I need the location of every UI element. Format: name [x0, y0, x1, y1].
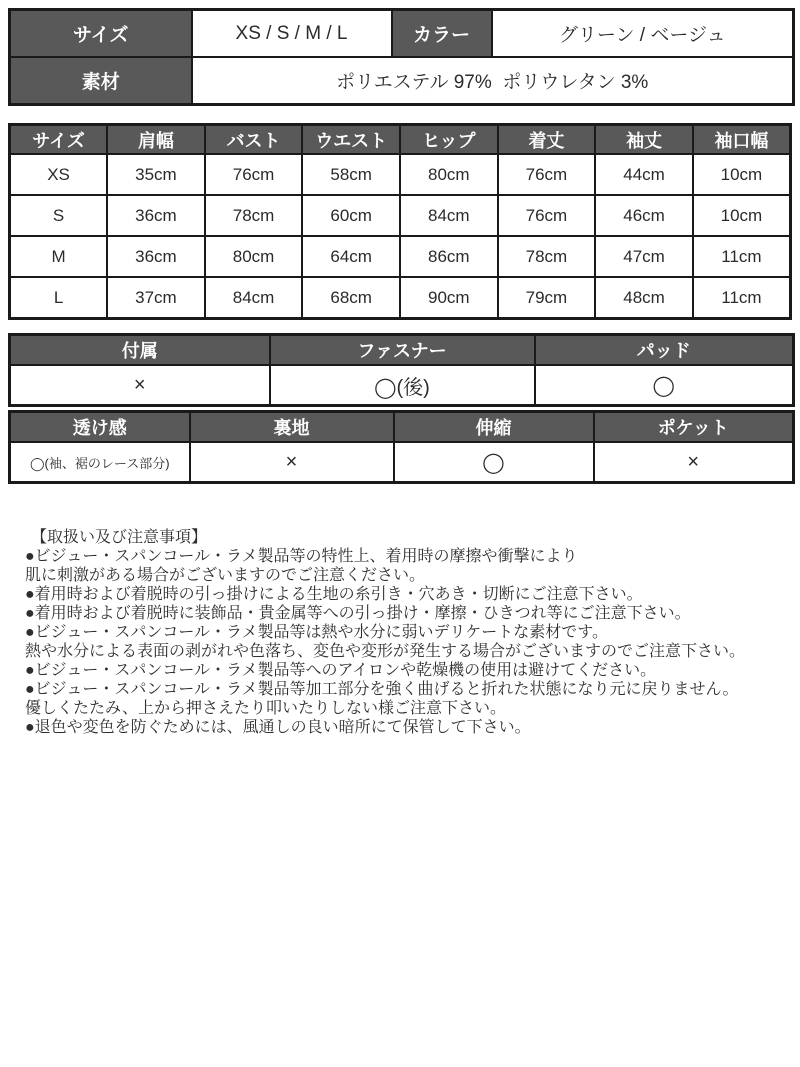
color-label: カラー	[392, 10, 492, 58]
accessories-header: 付属	[10, 335, 270, 366]
measurements-table	[8, 123, 792, 320]
fastener-value: ◯(後)	[270, 365, 535, 406]
measurement-cell: 80cm	[400, 154, 498, 195]
measurement-cell: 60cm	[302, 195, 400, 236]
measurement-cell: 84cm	[400, 195, 498, 236]
care-note-line: 熱や水分による表面の剥がれや色落ち、変色や変形が発生する場合がございますのでご注意下さい。	[25, 643, 746, 660]
care-note-line: 肌に刺激がある場合がございますのでご注意ください。	[25, 567, 426, 584]
measurement-cell: S	[10, 195, 108, 236]
size-label: サイズ	[10, 10, 192, 58]
measurement-cell: 47cm	[595, 236, 693, 277]
sheerness-value: ◯(袖、裾のレース部分)	[10, 442, 190, 483]
care-note-line: ●着用時および着脱時の引っ掛けによる生地の糸引き・穴あき・切断にご注意下さい。	[25, 586, 643, 603]
measurement-cell: 86cm	[400, 236, 498, 277]
care-note-line: ●退色や変色を防ぐためには、風通しの良い暗所にて保管して下さい。	[25, 719, 531, 736]
fastener-header: ファスナー	[270, 335, 535, 366]
features-b-value-row	[10, 442, 794, 483]
features-a-header-row	[10, 335, 794, 366]
measurement-cell: XS	[10, 154, 108, 195]
care-note-line: ●ビジュー・スパンコール・ラメ製品等は熱や水分に弱いデリケートな素材です。	[25, 624, 608, 641]
stretch-value: ◯	[394, 442, 594, 483]
measurement-cell: 68cm	[302, 277, 400, 319]
measurement-cell: 76cm	[205, 154, 303, 195]
measurement-cell: 37cm	[107, 277, 205, 319]
measurement-cell: 76cm	[498, 154, 596, 195]
col-header-hip: ヒップ	[400, 125, 498, 155]
pad-header: パッド	[535, 335, 794, 366]
measurement-cell: 11cm	[693, 277, 791, 319]
care-notes-title: 【取扱い及び注意事項】	[31, 529, 208, 546]
measurement-cell: 90cm	[400, 277, 498, 319]
measurement-cell: 10cm	[693, 195, 791, 236]
lining-value: ×	[190, 442, 394, 483]
measurement-cell: 35cm	[107, 154, 205, 195]
col-header-size: サイズ	[10, 125, 108, 155]
sheerness-header: 透け感	[10, 412, 190, 443]
measurement-cell: 48cm	[595, 277, 693, 319]
col-header-waist: ウエスト	[302, 125, 400, 155]
info-row-material	[10, 57, 794, 105]
care-note-line: 優しくたたみ、上から押さえたり叩いたりしない様ご注意下さい。	[25, 700, 506, 717]
measurement-cell: 78cm	[498, 236, 596, 277]
material-value: ポリエステル 97% ポリウレタン 3%	[192, 57, 794, 105]
features-b-header-row	[10, 412, 794, 443]
lining-header: 裏地	[190, 412, 394, 443]
measurements-header-row	[10, 125, 791, 155]
accessories-value: ×	[10, 365, 270, 406]
product-info-table	[8, 8, 795, 106]
features-table-b	[8, 410, 795, 484]
care-note-line: ●ビジュー・スパンコール・ラメ製品等へのアイロンや乾燥機の使用は避けてください。	[25, 662, 657, 679]
measurements-row-s	[10, 195, 791, 236]
measurement-cell: L	[10, 277, 108, 319]
measurement-cell: 79cm	[498, 277, 596, 319]
measurement-cell: 44cm	[595, 154, 693, 195]
features-table-a	[8, 333, 795, 407]
pocket-value: ×	[594, 442, 794, 483]
material-label: 素材	[10, 57, 192, 105]
measurement-cell: 84cm	[205, 277, 303, 319]
col-header-bust: バスト	[205, 125, 303, 155]
measurement-cell: 58cm	[302, 154, 400, 195]
col-header-shoulder: 肩幅	[107, 125, 205, 155]
info-row-size-color	[10, 10, 794, 58]
measurements-row-xs	[10, 154, 791, 195]
care-note-line: ●着用時および着脱時に装飾品・貴金属等への引っ掛け・摩擦・ひきつれ等にご注意下さい。	[25, 605, 691, 622]
col-header-cuff: 袖口幅	[693, 125, 791, 155]
care-note-line: ●ビジュー・スパンコール・ラメ製品等加工部分を強く曲げると折れた状態になり元に戻りません。	[25, 681, 739, 698]
care-notes	[8, 528, 792, 737]
size-value: XS / S / M / L	[192, 10, 392, 58]
measurement-cell: 78cm	[205, 195, 303, 236]
features-a-value-row	[10, 365, 794, 406]
pocket-header: ポケット	[594, 412, 794, 443]
col-header-sleeve: 袖丈	[595, 125, 693, 155]
stretch-header: 伸縮	[394, 412, 594, 443]
measurement-cell: 76cm	[498, 195, 596, 236]
color-value: グリーン / ベージュ	[492, 10, 794, 58]
measurements-row-l	[10, 277, 791, 319]
measurements-row-m	[10, 236, 791, 277]
measurement-cell: 10cm	[693, 154, 791, 195]
measurement-cell: 64cm	[302, 236, 400, 277]
care-note-line: ●ビジュー・スパンコール・ラメ製品等の特性上、着用時の摩擦や衝撃により	[25, 548, 578, 565]
pad-value: ◯	[535, 365, 794, 406]
measurement-cell: 80cm	[205, 236, 303, 277]
measurement-cell: 36cm	[107, 236, 205, 277]
measurement-cell: 46cm	[595, 195, 693, 236]
measurement-cell: 11cm	[693, 236, 791, 277]
col-header-length: 着丈	[498, 125, 596, 155]
measurement-cell: M	[10, 236, 108, 277]
measurement-cell: 36cm	[107, 195, 205, 236]
